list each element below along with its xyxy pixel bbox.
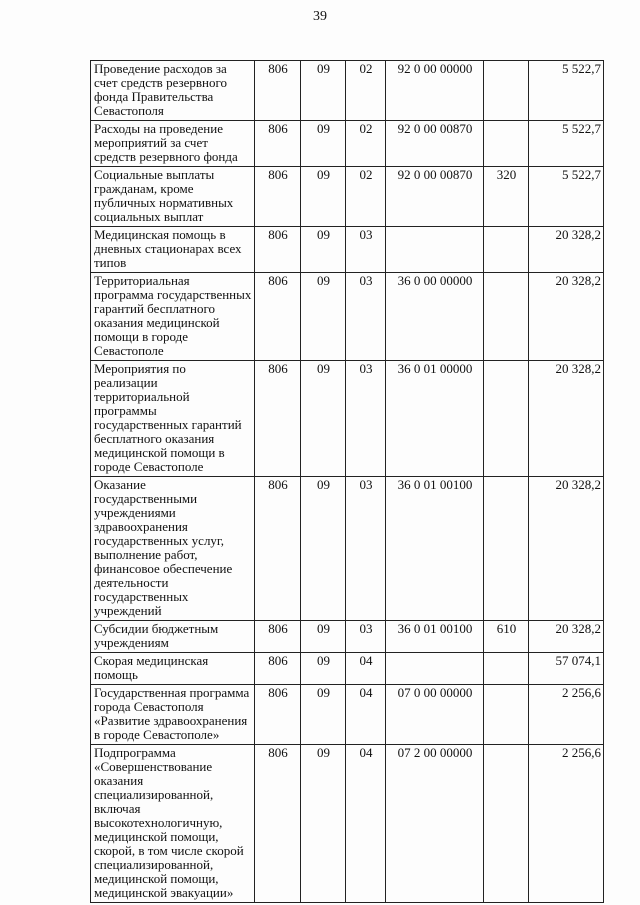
target-article-cell [386,653,484,685]
expense-type-cell [484,685,529,745]
expense-type-cell: 320 [484,167,529,227]
section-code-cell: 09 [301,167,346,227]
amount-cell: 57 074,1 [529,653,604,685]
subsection-code-cell: 02 [346,121,386,167]
expense-name-cell: Проведение расходов за счет средств резервного фонда Правительства Севастополя [91,61,255,121]
expense-type-cell [484,745,529,903]
expense-name-cell: Социальные выплаты гражданам, кроме публичных нормативных социальных выплат [91,167,255,227]
target-article-cell: 36 0 01 00000 [386,361,484,477]
table-row [91,273,604,361]
expense-type-cell [484,61,529,121]
table-row [91,61,604,121]
expense-name-cell: Скорая медицинская помощь [91,653,255,685]
ministry-code-cell: 806 [255,167,301,227]
expense-type-cell [484,273,529,361]
amount-cell: 20 328,2 [529,273,604,361]
section-code-cell: 09 [301,477,346,621]
page-number: 39 [313,9,327,24]
amount-cell: 2 256,6 [529,685,604,745]
section-code-cell: 09 [301,361,346,477]
table-row [91,361,604,477]
ministry-code-cell: 806 [255,621,301,653]
table-row [91,227,604,273]
section-code-cell: 09 [301,685,346,745]
section-code-cell: 09 [301,653,346,685]
subsection-code-cell: 02 [346,61,386,121]
expense-name-cell: Оказание государственными учреждениями здравоохранения государственных услуг, выполнение работ, финансовое обеспечение деятельности государственных учреждений [91,477,255,621]
subsection-code-cell: 03 [346,273,386,361]
ministry-code-cell: 806 [255,685,301,745]
amount-cell: 5 522,7 [529,167,604,227]
ministry-code-cell: 806 [255,653,301,685]
expense-name-cell: Субсидии бюджетным учреждениям [91,621,255,653]
subsection-code-cell: 04 [346,745,386,903]
table-row [91,167,604,227]
section-code-cell: 09 [301,61,346,121]
expense-name-cell: Государственная программа города Севастополя «Развитие здравоохранения в городе Севастополе» [91,685,255,745]
section-code-cell: 09 [301,227,346,273]
target-article-cell [386,227,484,273]
amount-cell: 20 328,2 [529,621,604,653]
target-article-cell: 36 0 00 00000 [386,273,484,361]
subsection-code-cell: 04 [346,653,386,685]
table-row [91,477,604,621]
amount-cell: 5 522,7 [529,121,604,167]
target-article-cell: 92 0 00 00000 [386,61,484,121]
subsection-code-cell: 03 [346,227,386,273]
budget-table [90,60,604,903]
target-article-cell: 92 0 00 00870 [386,167,484,227]
ministry-code-cell: 806 [255,121,301,167]
amount-cell: 5 522,7 [529,61,604,121]
ministry-code-cell: 806 [255,227,301,273]
expense-type-cell [484,477,529,621]
expense-type-cell [484,361,529,477]
target-article-cell: 92 0 00 00870 [386,121,484,167]
ministry-code-cell: 806 [255,61,301,121]
table-row [91,685,604,745]
target-article-cell: 07 2 00 00000 [386,745,484,903]
amount-cell: 2 256,6 [529,745,604,903]
table-body [91,61,604,903]
amount-cell: 20 328,2 [529,477,604,621]
amount-cell: 20 328,2 [529,227,604,273]
target-article-cell: 36 0 01 00100 [386,621,484,653]
ministry-code-cell: 806 [255,745,301,903]
table-row [91,621,604,653]
expense-name-cell: Мероприятия по реализации территориальной программы государственных гарантий бесплатного оказания медицинской помощи в городе Севастополе [91,361,255,477]
expense-type-cell [484,653,529,685]
subsection-code-cell: 03 [346,477,386,621]
expense-type-cell [484,121,529,167]
expense-name-cell: Территориальная программа государственных гарантий бесплатного оказания медицинской помощи в городе Севастополе [91,273,255,361]
table-row [91,745,604,903]
subsection-code-cell: 04 [346,685,386,745]
table-row [91,121,604,167]
expense-name-cell: Расходы на проведение мероприятий за счет средств резервного фонда [91,121,255,167]
subsection-code-cell: 03 [346,621,386,653]
expense-type-cell [484,227,529,273]
expense-name-cell: Медицинская помощь в дневных стационарах всех типов [91,227,255,273]
subsection-code-cell: 02 [346,167,386,227]
ministry-code-cell: 806 [255,273,301,361]
section-code-cell: 09 [301,621,346,653]
ministry-code-cell: 806 [255,477,301,621]
expense-name-cell: Подпрограмма «Совершенствование оказания специализированной, включая высокотехнологичную, медицинской помощи, скорой, в том числе скорой специализированной, медицинской помощи, медицинской эвакуации» [91,745,255,903]
section-code-cell: 09 [301,121,346,167]
target-article-cell: 07 0 00 00000 [386,685,484,745]
target-article-cell: 36 0 01 00100 [386,477,484,621]
ministry-code-cell: 806 [255,361,301,477]
section-code-cell: 09 [301,745,346,903]
section-code-cell: 09 [301,273,346,361]
expense-type-cell: 610 [484,621,529,653]
amount-cell: 20 328,2 [529,361,604,477]
subsection-code-cell: 03 [346,361,386,477]
table-row [91,653,604,685]
